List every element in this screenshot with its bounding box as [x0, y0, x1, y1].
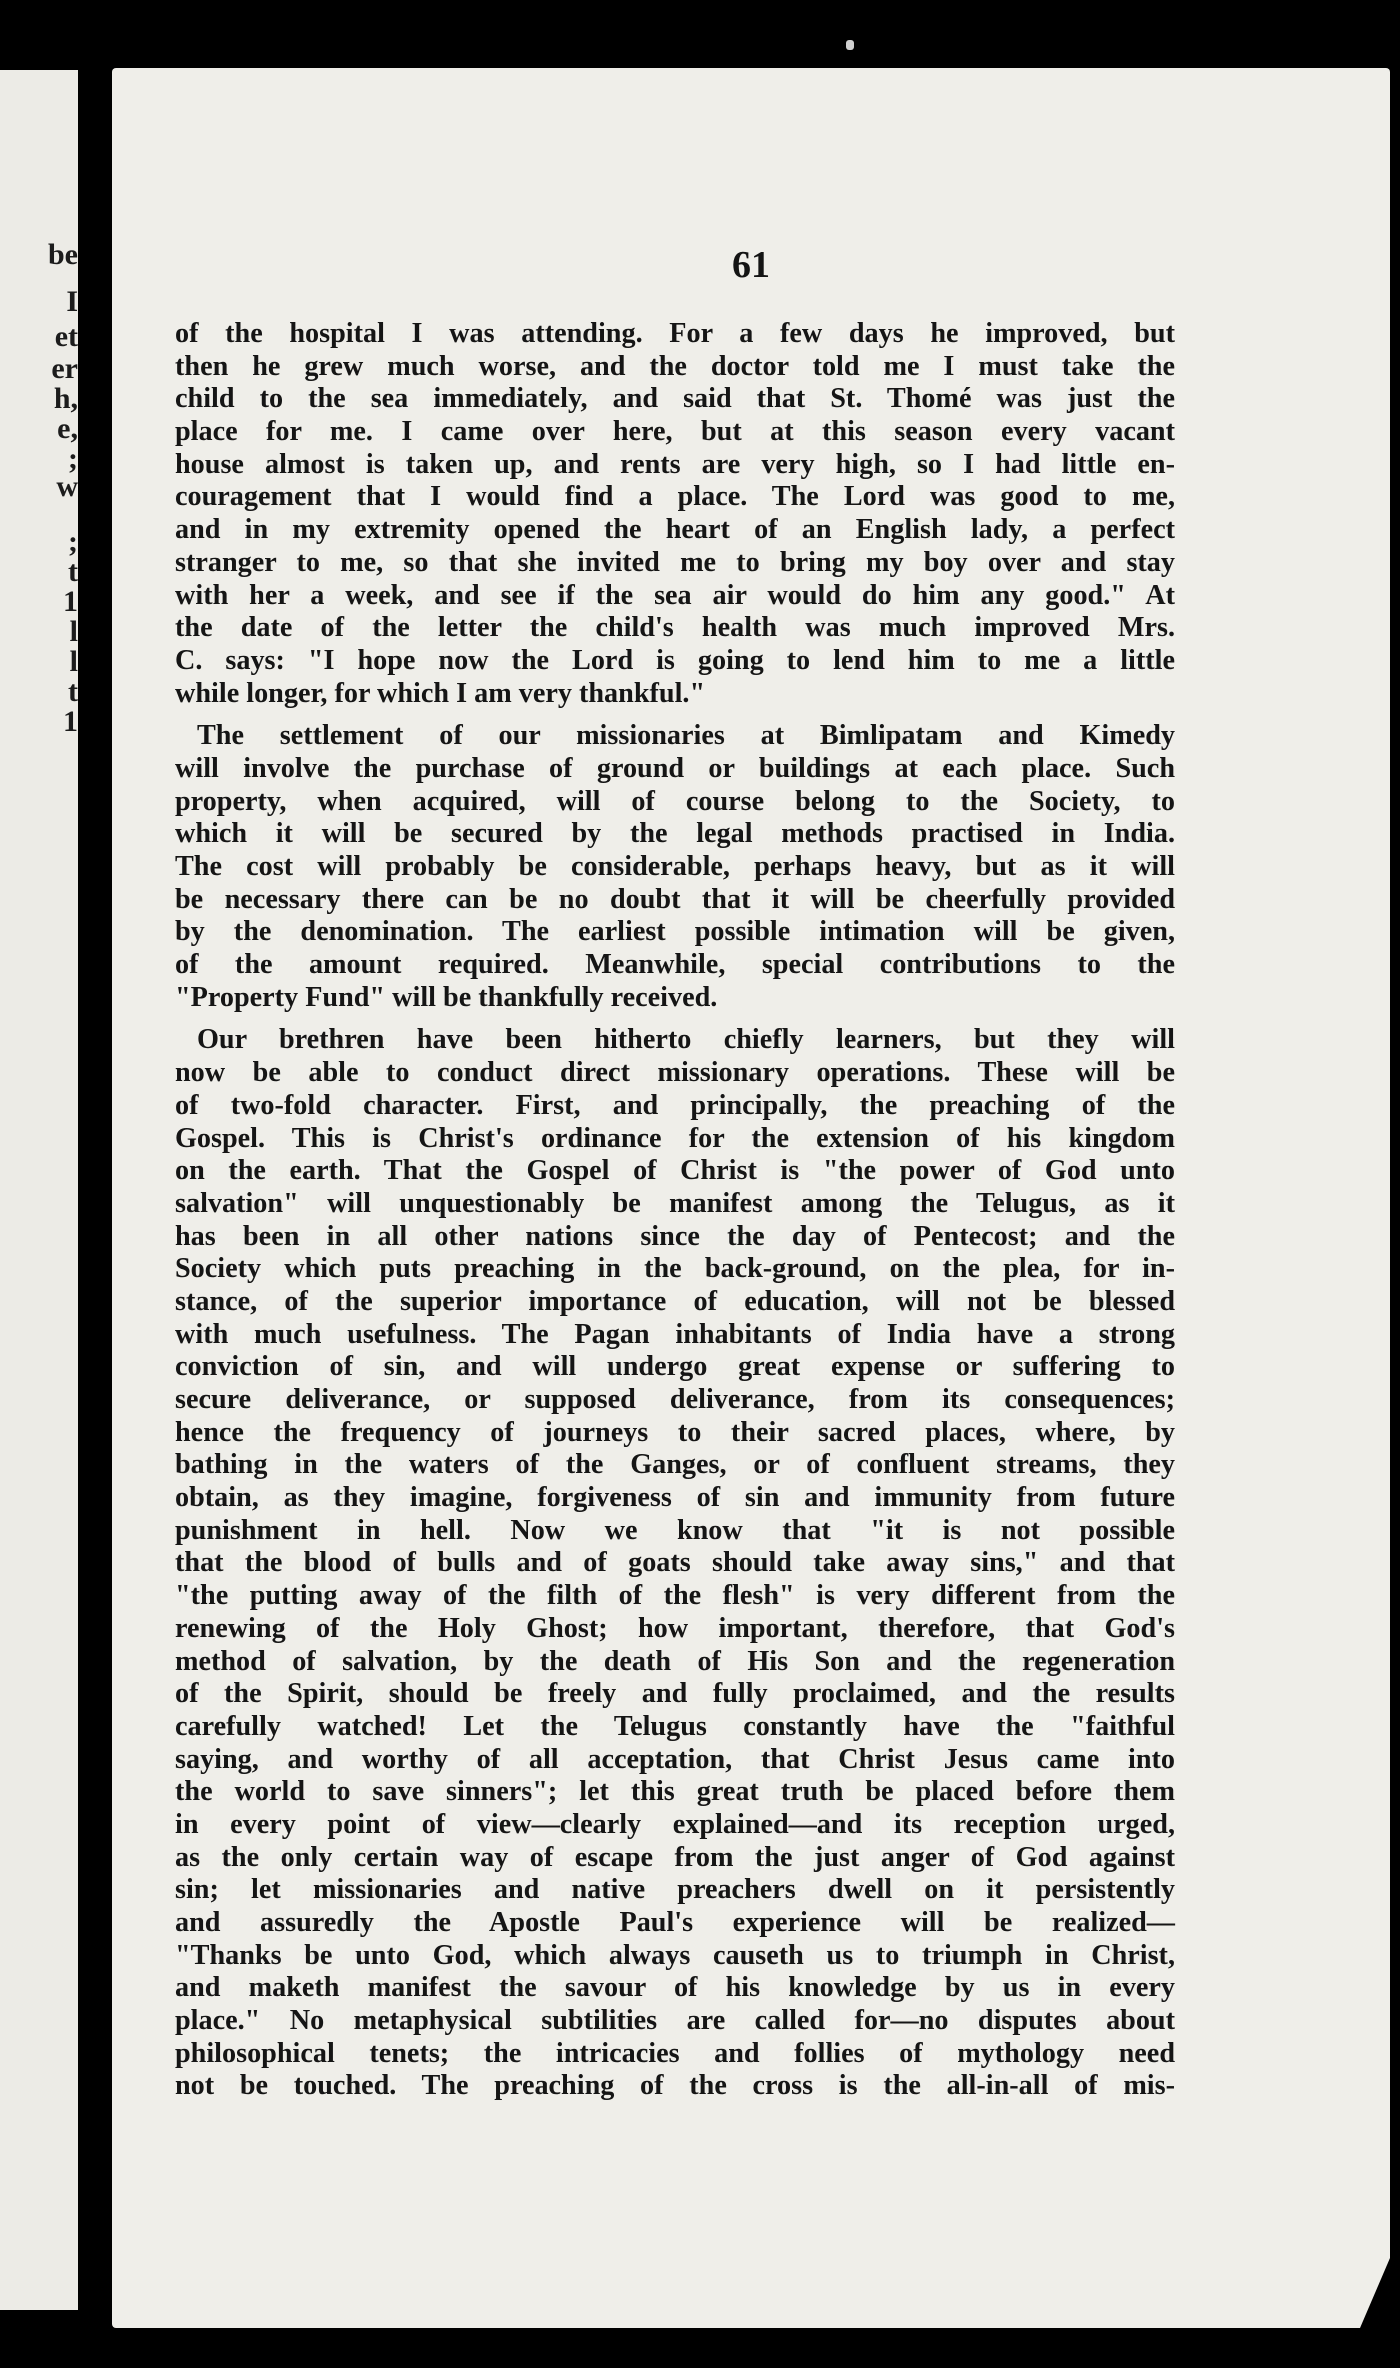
- text-line: has been in all other nations since the day of Pentecost; and the: [175, 1220, 1175, 1252]
- text-line: while longer, for which I am very thankful.": [175, 677, 706, 709]
- text-line: in every point of view—clearly explained—and its reception urged,: [175, 1808, 1175, 1840]
- adjacent-page-fragment: be: [48, 238, 78, 271]
- text-line: house almost is taken up, and rents are very high, so I had little en-: [175, 448, 1175, 480]
- text-line: with her a week, and see if the sea air would do him any good." At: [175, 579, 1175, 611]
- text-line: property, when acquired, will of course belong to the Society, to: [175, 785, 1175, 817]
- adjacent-page-fragment: 1: [63, 585, 78, 618]
- adjacent-page-fragment: e,: [57, 412, 78, 445]
- text-line: "the putting away of the filth of the flesh" is very different from the: [175, 1580, 1175, 1612]
- paragraph: [175, 1024, 1175, 2103]
- text-line: renewing of the Holy Ghost; how important, therefore, that God's: [175, 1612, 1175, 1644]
- paragraph: [175, 318, 1175, 710]
- adjacent-page-fragment: l: [69, 645, 78, 678]
- adjacent-page-fragment: 1: [63, 705, 78, 738]
- text-line: the date of the letter the child's health was much improved Mrs.: [175, 612, 1175, 644]
- text-line: on the earth. That the Gospel of Christ is "the power of God unto: [175, 1155, 1175, 1187]
- text-line: hence the frequency of journeys to their sacred places, where, by: [175, 1416, 1175, 1448]
- text-line: of the amount required. Meanwhile, special contributions to the: [175, 949, 1175, 981]
- text-line: be necessary there can be no doubt that it will be cheerfully provided: [175, 883, 1175, 915]
- adjacent-page-fragment: ;: [68, 442, 78, 475]
- adjacent-page-fragment: w: [56, 470, 78, 503]
- text-line: as the only certain way of escape from the just anger of God against: [175, 1841, 1175, 1873]
- adjacent-page-fragment: ;: [68, 525, 78, 558]
- text-line: place for me. I came over here, but at this season every vacant: [175, 416, 1175, 448]
- text-line: and maketh manifest the savour of his knowledge by us in every: [175, 1972, 1175, 2004]
- text-line: carefully watched! Let the Telugus constantly have the "faithful: [175, 1710, 1175, 1742]
- paragraph-gap: [175, 710, 1175, 720]
- text-line: secure deliverance, or supposed deliverance, from its consequences;: [175, 1384, 1175, 1415]
- page-corner-fold: [1360, 2258, 1390, 2328]
- text-line: Our brethren have been hitherto chiefly learners, but they will: [197, 1024, 1175, 1056]
- paragraph-gap: [175, 1014, 1175, 1024]
- text-line: the world to save sinners"; let this great truth be placed before them: [175, 1776, 1175, 1808]
- adjacent-page-fragment: l: [69, 615, 78, 648]
- text-line: bathing in the waters of the Ganges, or of confluent streams, they: [175, 1449, 1175, 1481]
- text-line: child to the sea immediately, and said that St. Thomé was just the: [175, 383, 1175, 415]
- adjacent-page-fragment: I: [66, 285, 78, 318]
- text-line: The settlement of our missionaries at Bimlipatam and Kimedy: [197, 720, 1175, 752]
- body-text: [175, 318, 1175, 2103]
- text-line: place." No metaphysical subtilities are called for—no disputes about: [175, 2005, 1175, 2037]
- text-line: now be able to conduct direct missionary operations. These will be: [175, 1057, 1175, 1089]
- scan-speck: [846, 40, 854, 50]
- text-line: of two-fold character. First, and principally, the preaching of the: [175, 1089, 1175, 1121]
- text-line: will involve the purchase of ground or buildings at each place. Such: [175, 752, 1175, 784]
- text-line: then he grew much worse, and the doctor told me I must take the: [175, 350, 1175, 382]
- text-line: not be touched. The preaching of the cross is the all-in-all of mis-: [175, 2070, 1175, 2102]
- text-line: saying, and worthy of all acceptation, that Christ Jesus came into: [175, 1743, 1175, 1775]
- text-line: with much usefulness. The Pagan inhabitants of India have a strong: [175, 1318, 1175, 1350]
- text-line: The cost will probably be considerable, perhaps heavy, but as it will: [175, 851, 1175, 882]
- text-line: "Thanks be unto God, which always causeth us to triumph in Christ,: [175, 1939, 1175, 1971]
- text-line: salvation" will unquestionably be manifest among the Telugus, as it: [175, 1187, 1175, 1219]
- text-line: sin; let missionaries and native preachers dwell on it persistently: [175, 1874, 1175, 1906]
- text-line: of the hospital I was attending. For a few days he improved, but: [175, 318, 1175, 349]
- text-line: and in my extremity opened the heart of an English lady, a perfect: [175, 514, 1175, 546]
- adjacent-page-fragment: t: [68, 555, 78, 588]
- text-line: Society which puts preaching in the back-ground, on the plea, for in-: [175, 1253, 1175, 1285]
- page-number: 61: [732, 244, 770, 286]
- text-line: punishment in hell. Now we know that "it is not possible: [175, 1514, 1175, 1546]
- text-line: Gospel. This is Christ's ordinance for the extension of his kingdom: [175, 1122, 1175, 1154]
- text-line: of the Spirit, should be freely and fully proclaimed, and the results: [175, 1678, 1175, 1710]
- adjacent-page-fragment: h,: [53, 382, 78, 415]
- paragraph: [175, 720, 1175, 1014]
- text-line: stranger to me, so that she invited me to bring my boy over and stay: [175, 546, 1175, 578]
- text-line: philosophical tenets; the intricacies and follies of mythology need: [175, 2037, 1175, 2069]
- text-line: which it will be secured by the legal methods practised in India.: [175, 818, 1175, 850]
- text-line: C. says: "I hope now the Lord is going to lend him to me a little: [175, 644, 1175, 676]
- text-line: by the denomination. The earliest possible intimation will be given,: [175, 916, 1175, 948]
- text-line: couragement that I would find a place. The Lord was good to me,: [175, 481, 1175, 513]
- text-line: that the blood of bulls and of goats should take away sins," and that: [175, 1547, 1175, 1579]
- adjacent-page-fragment: er: [51, 352, 78, 385]
- text-line: conviction of sin, and will undergo great expense or suffering to: [175, 1351, 1175, 1383]
- text-line: method of salvation, by the death of His Son and the regeneration: [175, 1645, 1175, 1677]
- adjacent-page-edge: [0, 70, 78, 2310]
- text-line: obtain, as they imagine, forgiveness of sin and immunity from future: [175, 1482, 1175, 1514]
- book-page: [112, 68, 1390, 2328]
- text-line: stance, of the superior importance of education, will not be blessed: [175, 1285, 1175, 1317]
- text-line: and assuredly the Apostle Paul's experience will be realized—: [175, 1907, 1175, 1938]
- adjacent-page-fragment: et: [54, 320, 78, 353]
- text-line: "Property Fund" will be thankfully received.: [175, 981, 718, 1013]
- adjacent-page-fragment: t: [68, 675, 78, 708]
